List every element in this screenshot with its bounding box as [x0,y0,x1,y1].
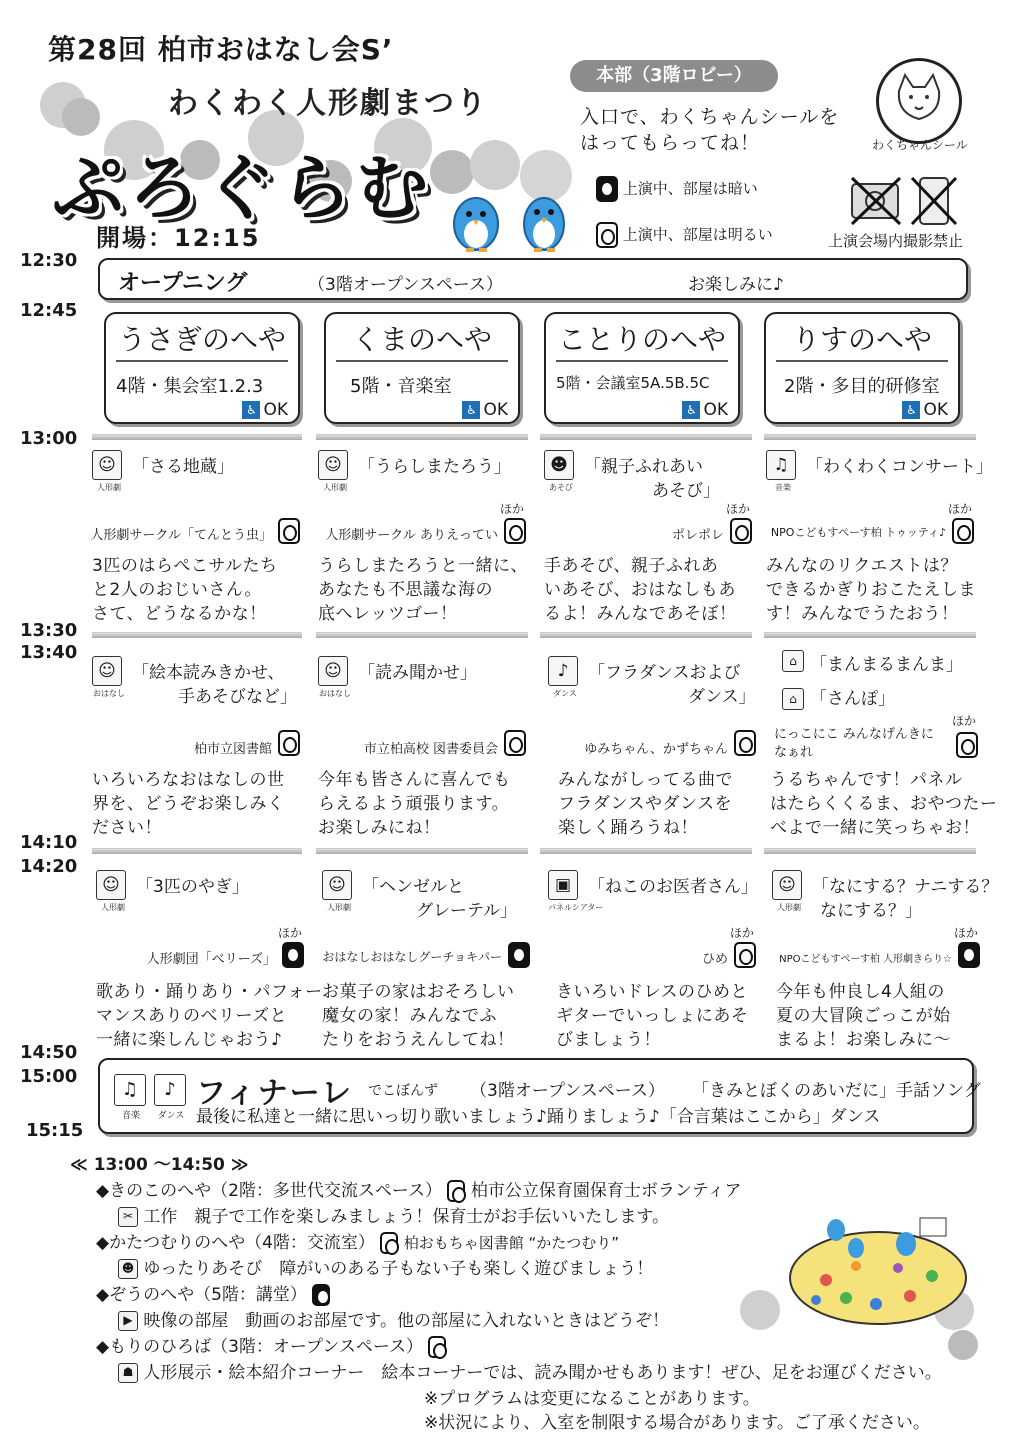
extra-room-detail: 工作 親子で工作を楽しみましょう！保育士がお手伝いいたします。 [143,1207,670,1227]
program-desc [92,554,304,626]
program-cell [770,650,998,842]
room-kuma [324,312,520,424]
divider [540,434,752,440]
program-desc [556,980,768,1052]
category-label: 人形劇 [777,903,801,912]
dance-icon: ♪ [548,656,578,686]
puppet-icon: ☺ [96,870,126,900]
desc-line: できるかぎりおこたえしま [766,580,976,600]
time-label: 14:20 [20,856,78,877]
light-room-icon [447,1180,465,1202]
divider [92,848,302,854]
others-label: ほか [947,502,972,516]
extra-room-desc [118,1254,653,1279]
program-title: 「絵本読みきかせ、 [132,663,285,683]
program-desc [318,554,530,626]
program-title: 「ヘンゼルと [362,877,464,897]
light-room-icon [278,518,300,544]
program-cell [96,870,323,1050]
divider [540,848,752,854]
no-photo-label: 上演会場内撮影禁止 [828,232,964,250]
opening-place: （3階オープンスペース） [308,275,503,295]
performer: NPOこどもすぺーす柏 人形劇きらり☆ [779,954,952,965]
time-label: 12:45 [20,300,78,321]
wheelchair-ok [462,400,508,420]
divider [92,632,302,638]
event-title: わくわく人形劇まつり [168,86,488,121]
time-label: 13:40 [20,642,78,663]
extra-room-heading [96,1332,446,1358]
opening-title: オープニング [118,271,248,296]
desc-line: ださい！ [92,818,162,838]
program-title: 「ねこのお医者さん」 [588,877,758,897]
divider [316,848,528,854]
finale-message: 最後に私達と一緒に思いっ切り歌いましょう♪踊りましょう♪「合言葉はここから」ダンス [196,1107,881,1127]
program-title: 「わくわくコンサート」 [806,457,993,477]
performer: ポレポレ [671,528,724,543]
desc-line: らえるよう頑張ります。 [318,794,510,814]
room-name: うさぎのへや [116,318,288,362]
desc-line: 一緒に楽しんじゃおう♪ [96,1030,283,1050]
wakuchan-seal-icon [876,58,962,144]
desc-line: 界を、どうぞお楽しみく [92,794,285,814]
program-title-line2: 手あそびなど」 [178,687,297,707]
play-icon: ☻ [118,1259,138,1279]
category-label: 人形劇 [101,903,125,912]
extra-room-heading [96,1176,742,1202]
category-label: 人形劇 [327,903,351,912]
desc-line: お楽しみにね！ [318,818,441,838]
picture-story-icon: ⌂ [782,650,804,672]
light-room-icon [596,222,618,248]
wheelchair-ok [902,400,948,420]
program-desc [770,768,998,840]
performer: NPOこどもすぺーす柏 トゥッティ♪ [770,526,946,539]
program-title: 「親子ふれあい [584,457,703,477]
legend-light-label: 上演中、部屋は明るい [622,225,773,244]
puppet-icon: ☺ [322,870,352,900]
time-label: 13:00 [20,428,78,449]
light-room-icon [734,730,756,756]
ok-label: OK [703,400,728,420]
desc-line: いろいろなおはなしの世 [92,770,285,790]
extra-room-heading [96,1228,619,1254]
program-cell [548,656,756,842]
performer: ひめ [701,952,728,967]
light-room-icon [428,1336,446,1358]
light-room-icon [278,730,300,756]
desc-line: はたらくくるま、おやつたー [770,794,998,814]
program-title-line2: なにする？」 [820,901,922,921]
desc-line: ギターでいっしょにあそ [556,1006,749,1026]
extra-room-host: 柏市公立保育園保育士ボランティア [470,1181,742,1201]
extra-room-desc [118,1306,669,1331]
program-cell [318,656,526,842]
program-title: 「3匹のやぎ」 [136,877,249,897]
light-room-icon [730,518,752,544]
event-edition: 第28回 柏市おはなし会S’ [48,33,394,66]
program-cell [92,656,300,842]
desc-line: うらしまたろうと一緒に、 [318,556,528,576]
program-cell [318,450,526,630]
extra-room-detail: 映像の部屋 動画のお部屋です。他の部屋に入れないときはどうぞ！ [143,1311,670,1331]
desc-line: 歌あり・踊りあり・パフォー [96,982,323,1002]
program-desc [318,768,530,840]
time-label: 15:00 [20,1066,78,1087]
category-label: あそび [549,483,573,492]
dance-icon: ♪ [154,1074,186,1106]
desc-line: うるちゃんです！パネル [770,770,963,790]
desc-line: マンスありのべリーズと [96,1006,288,1026]
legend-dark-label: 上演中、部屋は暗い [622,179,758,198]
extra-room-name: ◆かたつむりのへや（4階：交流室） [96,1233,375,1253]
time-label: 15:15 [26,1120,84,1141]
room-usagi [104,312,300,424]
extra-room-host: 柏おもちゃ図書館 “かたつむり” [403,1234,620,1252]
opening-bar [98,258,968,300]
desc-line: きいろいドレスのひめと [556,982,748,1002]
light-room-icon [734,942,756,968]
others-label: ほか [499,502,524,516]
performer: おはなしおはなしグーチョキパー [322,950,502,964]
puppet-icon: ☺ [318,450,348,480]
ok-label: OK [923,400,948,420]
extra-room-name: ◆ぞうのへや（5階：講堂） [96,1285,307,1305]
wheelchair-icon: ♿ [902,401,920,419]
desc-line: あなたも不思議な海の [318,580,493,600]
open-time: 開場：12:15 [96,224,261,252]
program-title-line2: グレーテル」 [416,901,518,921]
play-mat-illustration [786,1210,972,1328]
category-label: 音楽 [775,483,791,492]
extra-room-desc [118,1202,669,1227]
performer: 人形劇サークル ありえってい [325,528,498,543]
finale-performer: でこぼんず [368,1083,438,1099]
divider [540,632,752,638]
divider [764,848,976,854]
desc-line: 今年も仲良し4人組の [776,982,945,1002]
others-label: ほか [951,714,976,728]
program-title: 「フラダンスおよび [588,663,741,683]
extra-room-name: ◆もりのひろば（3階：オープンスペース） [96,1337,423,1357]
decor-dot [948,1330,978,1360]
category-label: ダンス [553,689,577,698]
room-risu [764,312,960,424]
extra-room-detail: ゆったりあそび 障がいのある子もない子も楽しく遊びましょう！ [143,1259,654,1279]
program-title: 「まんまるまんま」 [810,655,963,675]
dark-room-icon [282,942,304,968]
desc-line: さて、どうなるかな！ [92,604,267,624]
divider [92,434,302,440]
program-cell [322,870,530,1050]
hq-message-line: 入口で、わくちゃんシールを [580,106,840,128]
room-name: りすのへや [776,318,948,362]
legend-light [596,222,773,248]
storytelling-icon: ☺ [318,656,348,686]
decor-dot [740,1290,780,1330]
wheelchair-ok [242,400,288,420]
others-label: ほか [953,926,978,940]
extra-room-heading [96,1280,330,1306]
program-desc [322,980,534,1052]
time-label: 14:10 [20,832,78,853]
room-floor: 2階・多目的研修室 [784,376,940,397]
category-label: おはなし [319,689,351,698]
program-title: 「さる地蔵」 [132,457,234,477]
time-label: 14:50 [20,1042,78,1063]
video-icon: ▶ [118,1311,138,1331]
category-label: パネルシアター [548,903,604,912]
finale-song: 「きみとぼくのあいだに」手話ソング [692,1081,981,1101]
category-label: おはなし [93,689,125,698]
program-title-line2: ダンス」 [688,687,756,707]
divider [316,632,528,638]
desc-line: びましょう！ [556,1030,661,1050]
divider [764,632,976,638]
desc-line: と2人のおじいさん。 [92,580,262,600]
room-name: くまのへや [336,318,508,362]
category-label: 音楽 [121,1111,140,1121]
program-desc [96,980,323,1052]
desc-line: 夏の大冒険ごっこが始 [776,1006,951,1026]
hq-message [580,104,880,156]
program-desc [92,768,304,840]
program-cell [544,450,752,630]
light-room-icon [380,1232,398,1254]
cat-icon [879,61,959,141]
craft-icon: ✂ [118,1207,138,1227]
page-title: ぷろぐらむ [52,146,433,230]
others-label: ほか [725,502,750,516]
dark-room-icon [508,942,530,968]
program-title-line2: あそび」 [652,481,720,501]
performer: 市立柏高校 図書委員会 [363,742,498,757]
category-label: 人形劇 [323,483,347,492]
others-label: ほか [277,926,302,940]
dark-room-icon [596,176,618,202]
wheelchair-icon: ♿ [462,401,480,419]
performer: ゆみちゃん、かずちゃん [584,742,728,757]
ok-label: OK [483,400,508,420]
others-label: ほか [729,926,754,940]
category-label: 人形劇 [97,483,121,492]
light-room-icon [504,518,526,544]
program-cell [766,450,993,630]
bird-mascot-icon [446,186,506,256]
dark-room-icon [312,1284,330,1306]
desc-line: 底へレッツゴー！ [318,604,458,624]
desc-line: す！みんなでうたおう！ [766,604,959,624]
desc-line: 今年も皆さんに喜んでも [318,770,511,790]
opening-note: お楽しみに♪ [688,275,784,295]
program-desc [766,554,978,626]
extra-room-desc [118,1358,942,1383]
light-room-icon [504,730,526,756]
divider [764,434,976,440]
performer: 人形劇団「べリーズ」 [146,952,276,967]
time-label: 12:30 [20,250,78,271]
desc-line: みんなのリクエストは？ [766,556,958,576]
desc-line: いあそび、おはなしもあ [544,580,736,600]
wheelchair-ok [682,400,728,420]
note: ※状況により、入室を制限する場合があります。ご了承ください。 [424,1413,930,1433]
program-title: 「読み聞かせ」 [358,663,477,683]
desc-line: たりをおうえんしてね！ [322,1030,515,1050]
program-title-line2: 「さんぽ」 [810,689,895,709]
finale-place: （3階オープンスペース） [470,1081,665,1101]
performer: 人形劇サークル「てんとう虫」 [90,528,272,543]
light-room-icon [952,518,974,544]
play-icon: ☻ [544,450,574,480]
program-cell [548,870,756,1050]
wheelchair-icon: ♿ [682,401,700,419]
room-kotori [544,312,740,424]
category-label: ダンス [157,1111,185,1121]
desc-line: 楽しく踊ろうね！ [558,818,698,838]
desc-line: 魔女の家！みんなでふ [322,1006,497,1026]
program-desc [776,980,988,1052]
desc-line: お菓子の家はおそろしい [322,982,515,1002]
program-desc [544,554,756,626]
hq-badge: 本部（3階ロビー） [570,60,778,92]
program-desc [558,768,770,840]
dark-room-icon [958,942,980,968]
extra-period: ≪ 13:00 〜14:50 ≫ [70,1155,249,1175]
program-cell [772,870,999,1050]
room-floor: 4階・集会室1.2.3 [116,376,264,397]
hq-message-line: はってもらってね！ [580,132,761,154]
room-name: ことりのへや [556,318,728,362]
time-label: 13:30 [20,620,78,641]
performer: にっこにこ みんなげんきになぁれ [774,727,934,760]
divider [316,434,528,440]
note: ※プログラムは変更になることがあります。 [424,1389,760,1409]
program-title: 「うらしまたろう」 [358,457,511,477]
exhibition-icon: ☗ [118,1363,138,1383]
seal-caption: わくちゃんシール [872,138,968,152]
desc-line: まるよ！お楽しみに〜 [776,1030,951,1050]
puppet-icon: ☺ [92,450,122,480]
program-title: 「なにする？ナニする？ [812,877,999,897]
storytelling-icon: ☺ [92,656,122,686]
light-room-icon [956,732,978,758]
performer: 柏市立図書館 [193,742,272,757]
walk-icon: ⌂ [782,688,804,710]
bird-mascot-icon [516,186,572,256]
desc-line: フラダンスやダンスを [558,794,733,814]
music-icon: ♫ [766,450,796,480]
extra-room-name: ◆きのこのへや（2階：多世代交流スペース） [96,1181,443,1201]
room-floor: 5階・会議室5A.5B.5C [556,374,710,392]
extra-room-detail: 人形展示・絵本紹介コーナー 絵本コーナーでは、読み聞かせもあります！ぜひ、足をお運びください。 [143,1363,942,1383]
ok-label: OK [263,400,288,420]
wheelchair-icon: ♿ [242,401,260,419]
desc-line: 手あそび、親子ふれあ [544,556,719,576]
desc-line: るよ！みんなであそぼ！ [544,604,737,624]
no-photo-icon [850,176,970,226]
program-cell [92,450,300,630]
decor-dot [470,140,520,190]
room-floor: 5階・音楽室 [350,376,452,397]
music-icon: ♫ [114,1074,146,1106]
desc-line: 3匹のはらぺこサルたち [92,556,278,576]
desc-line: みんながしってる曲で [558,770,733,790]
finale-title: フィナーレ [196,1076,353,1111]
panel-theater-icon: ▣ [548,870,578,900]
desc-line: べよで一緒に笑っちゃお！ [770,818,980,838]
legend-dark [596,176,758,202]
puppet-icon: ☺ [772,870,802,900]
